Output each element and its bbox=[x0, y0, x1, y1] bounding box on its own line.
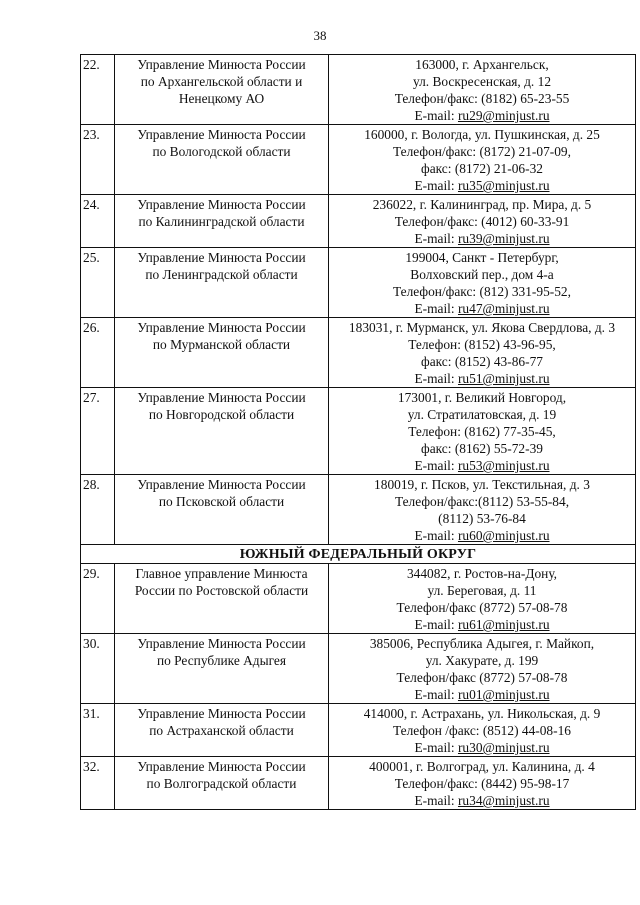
section-body bbox=[81, 545, 636, 564]
email-line bbox=[331, 616, 633, 633]
contact-line: Телефон/факс (8772) 57-08-78 bbox=[396, 600, 568, 615]
row-number: 27. bbox=[81, 388, 115, 475]
email-link[interactable]: ru34@minjust.ru bbox=[457, 793, 550, 808]
office-name-line: по Республике Адыгея bbox=[156, 653, 287, 668]
table-row bbox=[81, 318, 636, 388]
table-row bbox=[81, 757, 636, 810]
office-name-line: Управление Минюста России bbox=[137, 320, 306, 335]
email-link[interactable]: ru51@minjust.ru bbox=[457, 371, 550, 386]
contact-cell bbox=[329, 388, 636, 475]
email-label: E-mail: bbox=[414, 793, 458, 808]
contact-cell bbox=[329, 195, 636, 248]
table-row bbox=[81, 704, 636, 757]
contact-line: 180019, г. Псков, ул. Текстильная, д. 3 bbox=[374, 477, 590, 492]
contact-line: Телефон /факс: (8512) 44-08-16 bbox=[393, 723, 571, 738]
contact-line: 344082, г. Ростов-на-Дону, bbox=[406, 566, 558, 581]
contact-line: (8112) 53-76-84 bbox=[438, 511, 526, 526]
email-link[interactable]: ru01@minjust.ru bbox=[457, 687, 550, 702]
contact-cell bbox=[329, 248, 636, 318]
contact-line: Телефон/факс (8772) 57-08-78 bbox=[396, 670, 568, 685]
email-line bbox=[331, 230, 633, 247]
row-number: 25. bbox=[81, 248, 115, 318]
office-name-line: по Волгоградской области bbox=[146, 776, 297, 791]
email-line bbox=[331, 686, 633, 703]
email-link[interactable]: ru61@minjust.ru bbox=[457, 617, 550, 632]
table-body-after bbox=[81, 564, 636, 810]
contact-line: 400001, г. Волгоград, ул. Калинина, д. 4 bbox=[369, 759, 595, 774]
row-number: 26. bbox=[81, 318, 115, 388]
office-name-cell bbox=[115, 125, 329, 195]
email-line bbox=[331, 300, 633, 317]
contact-line: Телефон: (8152) 43-96-95, bbox=[408, 337, 556, 352]
contact-line: 385006, Республика Адыгея, г. Майкоп, bbox=[369, 636, 595, 651]
email-link[interactable]: ru30@minjust.ru bbox=[457, 740, 550, 755]
contact-line: 236022, г. Калининград, пр. Мира, д. 5 bbox=[372, 197, 592, 212]
office-name-cell bbox=[115, 475, 329, 545]
email-line bbox=[331, 527, 633, 544]
row-number: 31. bbox=[81, 704, 115, 757]
contact-line: Телефон/факс: (8182) 65-23-55 bbox=[394, 91, 570, 106]
table-row bbox=[81, 634, 636, 704]
office-name-line: по Вологодской области bbox=[152, 144, 291, 159]
email-line bbox=[331, 370, 633, 387]
contact-line: Волховский пер., дом 4-а bbox=[410, 267, 554, 282]
row-number: 32. bbox=[81, 757, 115, 810]
office-name-cell bbox=[115, 757, 329, 810]
contact-line: 163000, г. Архангельск, bbox=[415, 57, 549, 72]
contact-line: 173001, г. Великий Новгород, bbox=[397, 390, 567, 405]
email-label: E-mail: bbox=[414, 371, 458, 386]
contact-line: факс: (8172) 21-06-32 bbox=[421, 161, 543, 176]
contact-line: 414000, г. Астрахань, ул. Никольская, д. 9 bbox=[363, 706, 601, 721]
email-link[interactable]: ru29@minjust.ru bbox=[457, 108, 550, 123]
office-name-line: по Калининградской области bbox=[138, 214, 305, 229]
contact-cell bbox=[329, 757, 636, 810]
row-number: 22. bbox=[81, 55, 115, 125]
table-row bbox=[81, 55, 636, 125]
contact-line: 183031, г. Мурманск, ул. Якова Свердлова, д. 3 bbox=[348, 320, 616, 335]
office-name-line: по Мурманской области bbox=[152, 337, 291, 352]
row-number: 24. bbox=[81, 195, 115, 248]
contact-line: ул. Стратилатовская, д. 19 bbox=[407, 407, 557, 422]
email-label: E-mail: bbox=[414, 528, 458, 543]
email-label: E-mail: bbox=[414, 617, 458, 632]
contact-line: ул. Хакурате, д. 199 bbox=[425, 653, 539, 668]
office-name-line: Главное управление Минюста bbox=[135, 566, 308, 581]
office-name-line: Управление Минюста России bbox=[137, 759, 306, 774]
office-name-cell bbox=[115, 704, 329, 757]
email-link[interactable]: ru39@minjust.ru bbox=[457, 231, 550, 246]
contact-line: факс: (8162) 55-72-39 bbox=[421, 441, 543, 456]
contact-line: 199004, Санкт - Петербург, bbox=[405, 250, 559, 265]
email-label: E-mail: bbox=[414, 108, 458, 123]
email-link[interactable]: ru47@minjust.ru bbox=[457, 301, 550, 316]
contact-cell bbox=[329, 634, 636, 704]
office-name-line: Управление Минюста России bbox=[137, 127, 306, 142]
office-name-line: по Ленинградской области bbox=[145, 267, 298, 282]
row-number: 28. bbox=[81, 475, 115, 545]
table-row bbox=[81, 475, 636, 545]
section-title: ЮЖНЫЙ ФЕДЕРАЛЬНЫЙ ОКРУГ bbox=[81, 545, 636, 564]
office-name-line: Управление Минюста России bbox=[137, 390, 306, 405]
table-body-before bbox=[81, 55, 636, 545]
office-name-line: Управление Минюста России bbox=[137, 197, 306, 212]
office-name-line: Управление Минюста России bbox=[137, 636, 306, 651]
row-number: 30. bbox=[81, 634, 115, 704]
contact-cell bbox=[329, 125, 636, 195]
email-line bbox=[331, 107, 633, 124]
office-name-cell bbox=[115, 564, 329, 634]
table-row bbox=[81, 564, 636, 634]
office-name-line: Управление Минюста России bbox=[137, 477, 306, 492]
page-number: 38 bbox=[313, 28, 327, 43]
row-number: 23. bbox=[81, 125, 115, 195]
table-row bbox=[81, 248, 636, 318]
contact-line: ул. Воскресенская, д. 12 bbox=[412, 74, 552, 89]
row-number: 29. bbox=[81, 564, 115, 634]
email-link[interactable]: ru35@minjust.ru bbox=[457, 178, 550, 193]
contact-cell bbox=[329, 564, 636, 634]
email-link[interactable]: ru60@minjust.ru bbox=[457, 528, 550, 543]
office-name-line: по Новгородской области bbox=[148, 407, 295, 422]
contact-cell bbox=[329, 318, 636, 388]
email-label: E-mail: bbox=[414, 231, 458, 246]
office-name-line: по Псковской области bbox=[158, 494, 285, 509]
email-line bbox=[331, 739, 633, 756]
email-link[interactable]: ru53@minjust.ru bbox=[457, 458, 550, 473]
office-name-line: Ненецкому АО bbox=[178, 91, 265, 106]
office-name-line: России по Ростовской области bbox=[134, 583, 309, 598]
contact-line: 160000, г. Вологда, ул. Пушкинская, д. 25 bbox=[364, 127, 600, 142]
contact-cell bbox=[329, 704, 636, 757]
email-line bbox=[331, 177, 633, 194]
office-name-cell bbox=[115, 388, 329, 475]
contact-line: факс: (8152) 43-86-77 bbox=[421, 354, 543, 369]
section-header-row bbox=[81, 545, 636, 564]
contact-line: Телефон/факс: (812) 331-95-52, bbox=[393, 284, 571, 299]
office-name-cell bbox=[115, 634, 329, 704]
contact-line: ул. Береговая, д. 11 bbox=[427, 583, 537, 598]
registry-table bbox=[80, 54, 636, 810]
office-name-line: по Астраханской области bbox=[149, 723, 294, 738]
office-name-line: по Архангельской области и bbox=[140, 74, 303, 89]
email-label: E-mail: bbox=[414, 740, 458, 755]
email-line bbox=[331, 792, 633, 809]
email-label: E-mail: bbox=[414, 458, 458, 473]
email-line bbox=[331, 457, 633, 474]
office-name-cell bbox=[115, 55, 329, 125]
contact-cell bbox=[329, 55, 636, 125]
email-label: E-mail: bbox=[414, 301, 458, 316]
table-row bbox=[81, 125, 636, 195]
email-label: E-mail: bbox=[414, 687, 458, 702]
office-name-cell bbox=[115, 248, 329, 318]
contact-line: Телефон: (8162) 77-35-45, bbox=[408, 424, 556, 439]
email-label: E-mail: bbox=[414, 178, 458, 193]
office-name-cell bbox=[115, 318, 329, 388]
office-name-line: Управление Минюста России bbox=[137, 250, 306, 265]
table-row bbox=[81, 388, 636, 475]
contact-line: Телефон/факс: (8172) 21-07-09, bbox=[393, 144, 571, 159]
table-row bbox=[81, 195, 636, 248]
contact-line: Телефон/факс: (8442) 95-98-17 bbox=[394, 776, 570, 791]
contact-cell bbox=[329, 475, 636, 545]
office-name-line: Управление Минюста России bbox=[137, 706, 306, 721]
contact-line: Телефон/факс:(8112) 53-55-84, bbox=[394, 494, 570, 509]
contact-line: Телефон/факс: (4012) 60-33-91 bbox=[394, 214, 570, 229]
office-name-cell bbox=[115, 195, 329, 248]
office-name-line: Управление Минюста России bbox=[137, 57, 306, 72]
